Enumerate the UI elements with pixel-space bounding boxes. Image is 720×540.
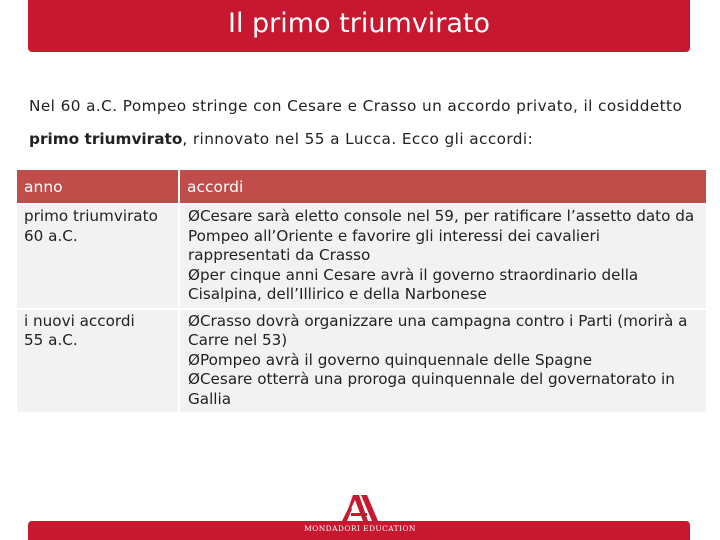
accordo-item: ØCesare sarà eletto console nel 59, per ratificare l’assetto dato da Pompeo all’Oriente e favorire gli interessi dei cavalieri rappresentati da Crasso bbox=[188, 207, 695, 264]
table-header-row bbox=[17, 170, 706, 204]
accordo-item: Øper cinque anni Cesare avrà il governo straordinario della Cisalpina, dell’Illirico e della Narbonese bbox=[188, 265, 639, 303]
anno-year: 60 a.C. bbox=[24, 226, 78, 245]
slide-title: Il primo triumvirato bbox=[227, 7, 491, 39]
logo-text: MONDADORI EDUCATION bbox=[304, 524, 416, 533]
anno-year: 55 a.C. bbox=[24, 331, 78, 349]
intro-part2: , rinnovato nel 55 a Lucca. Ecco gli accordi: bbox=[182, 130, 534, 148]
accordo-item: ØPompeo avrà il governo quinquennale delle Spagne bbox=[188, 350, 593, 369]
accordi-cell bbox=[179, 309, 706, 414]
anno-label: primo triumvirato bbox=[24, 207, 158, 225]
title-bar bbox=[28, 0, 690, 52]
accordi-cell bbox=[179, 204, 706, 309]
intro-bold-term: primo triumvirato bbox=[29, 130, 183, 148]
anno-label: i nuovi accordi bbox=[24, 311, 135, 330]
accordo-item: ØCesare otterrà una proroga quinquennale del governatorato in Gallia bbox=[188, 370, 675, 408]
mondadori-a-icon bbox=[338, 495, 382, 523]
header-accordi: accordi bbox=[179, 170, 706, 204]
table-row bbox=[17, 204, 706, 309]
table-row bbox=[17, 309, 706, 414]
intro-part1: Nel 60 a.C. Pompeo stringe con Cesare e Crasso un accordo privato, il cosiddetto bbox=[29, 97, 683, 115]
accordi-table bbox=[17, 170, 706, 414]
accordo-item: ØCrasso dovrà organizzare una campagna contro i Parti (morirà a Carre nel 53) bbox=[188, 311, 688, 349]
header-anno: anno bbox=[17, 170, 179, 204]
intro-text bbox=[29, 90, 699, 156]
anno-cell bbox=[17, 309, 179, 414]
anno-cell bbox=[17, 204, 179, 309]
mondadori-logo bbox=[285, 495, 435, 540]
